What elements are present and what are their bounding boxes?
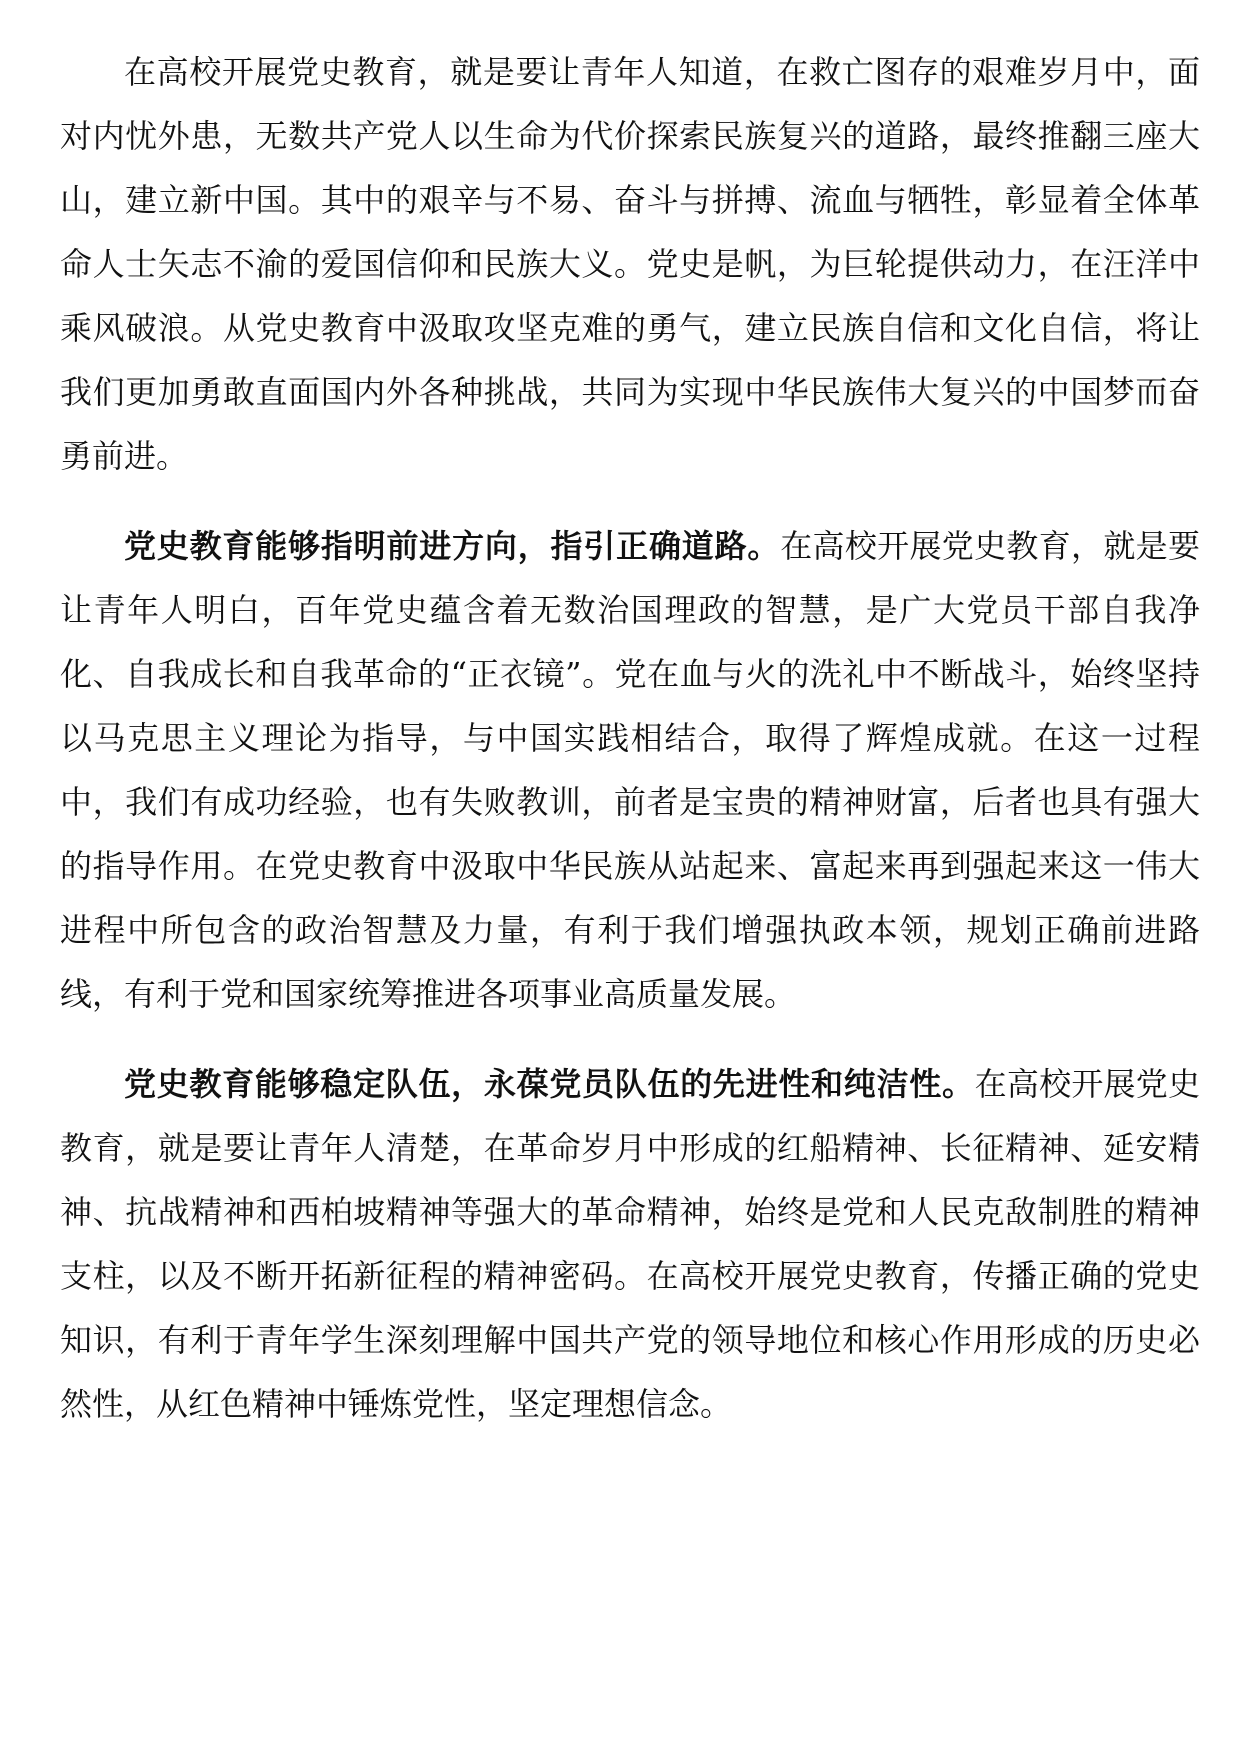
- paragraph-lead-sentence: 党史教育能够稳定队伍，永葆党员队伍的先进性和纯洁性。: [124, 1065, 975, 1103]
- paragraph-body: 在高校开展党史教育，就是要让青年人明白，百年党史蕴含着无数治国理政的智慧，是广大党员干部自我净化、自我成长和自我革命的“正衣镜”。党在血与火的洗礼中不断战斗，始终坚持以马克思主义理论为指导，与中国实践相结合，取得了辉煌成就。在这一过程中，我们有成功经验，也有失败教训，前者是宝贵的精神财富，后者也具有强大的指导作用。在党史教育中汲取中华民族从站起来、富起来再到强起来这一伟大进程中所包含的政治智慧及力量，有利于我们增强执政本领，规划正确前进路线，有利于党和国家统筹推进各项事业高质量发展。: [60, 527, 1200, 1013]
- paragraph-body: 在高校开展党史教育，就是要让青年人清楚，在革命岁月中形成的红船精神、长征精神、延安精神、抗战精神和西柏坡精神等强大的革命精神，始终是党和人民克敌制胜的精神支柱，以及不断开拓新征程的精神密码。在高校开展党史教育，传播正确的党史知识，有利于青年学生深刻理解中国共产党的领导地位和核心作用形成的历史必然性，从红色精神中锤炼党性，坚定理想信念。: [60, 1065, 1200, 1423]
- paragraph-direction: [60, 514, 1200, 1026]
- paragraph-intro: [60, 40, 1200, 488]
- paragraph-body: 在高校开展党史教育，就是要让青年人知道，在救亡图存的艰难岁月中，面对内忧外患，无数共产党人以生命为代价探索民族复兴的道路，最终推翻三座大山，建立新中国。其中的艰辛与不易、奋斗与拼搏、流血与牺牲，彰显着全体革命人士矢志不渝的爱国信仰和民族大义。党史是帆，为巨轮提供动力，在汪洋中乘风破浪。从党史教育中汲取攻坚克难的勇气，建立民族自信和文化自信，将让我们更加勇敢直面国内外各种挑战，共同为实现中华民族伟大复兴的中国梦而奋勇前进。: [60, 53, 1200, 475]
- paragraph-team: [60, 1052, 1200, 1436]
- paragraph-lead-sentence: 党史教育能够指明前进方向，指引正确道路。: [124, 527, 781, 565]
